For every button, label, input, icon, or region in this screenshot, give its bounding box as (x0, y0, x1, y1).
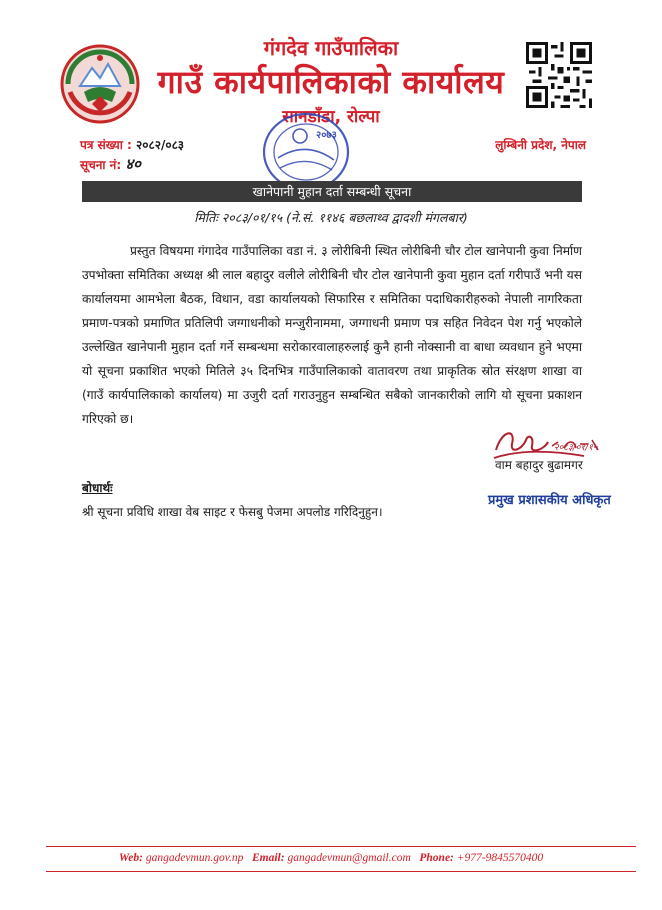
suchana-number-row (80, 155, 184, 175)
patra-sankhya-value: २०८२/०८३ (135, 138, 185, 152)
signer-title: प्रमुख प्रशासकीय अधिकृत (488, 493, 611, 508)
cc-label: बोधार्थः (82, 481, 113, 495)
qr-code-icon (526, 42, 592, 108)
footer-contact (0, 852, 662, 864)
office-name: गाउँ कार्यपालिकाको कार्यालय (157, 63, 505, 101)
reference-block (80, 136, 184, 175)
signature-date: २०८३/०१/१५ (554, 443, 598, 453)
cc-item: श्री सूचना प्रविधि शाखा वेब साइट र फेसबु पेजमा अपलोड गरिदिनुहुन। (82, 505, 383, 519)
footer-phone-label: Phone: (419, 852, 454, 864)
footer-email-label: Email: (251, 852, 285, 864)
stamp-year: २०७३ (316, 130, 337, 141)
signer-name: वाम बहादुर बुढामगर (495, 458, 583, 472)
notice-body: प्रस्तुत विषयमा गंगादेव गाउँपालिका वडा नं. ३ लोरीबिनी स्थित लोरीबिनी चौर टोल खानेपानी कुवा निर्माण उपभोक्ता समितिका अध्यक्ष श्री लाल बहादुर वलीले लोरीबिनी चौर टोल खानेपानी कुवा मुहान दर्ता गरीपाउँ भनी यस कार्यालयमा आमभेला बैठक, विधान, वडा कार्यालयको सिफारिस र समितिका पदाधिकारीहरुको नेपाली नागरिकता प्रमाण-पत्रको प्रमाणित प्रतिलिपी जग्गाधनीको मन्जुरीनाममा, जग्गाधनी प्रमाण पत्र सहित निवेदन पेश गर्नु भएकोले उल्लेखित खानेपानी मुहान दर्ता गर्ने सम्बन्धमा सरोकारवालाहरुलाई कुनै हानी नोक्सानी वा बाधा व्यवधान हुने भएमा यो सूचना प्रकाशित भएको मितिले ३५ दिनभित्र गाउँपालिकाको वातावरण तथा प्राकृतिक स्रोत संरक्षण शाखा वा (गाउँ कार्यपालिकाको कार्यालय) मा उजुरी दर्ता गराउनुहुन सम्बन्धित सबैको जानकारीको लागि यो सूचना प्रकाशन गरिएको छ। (82, 244, 582, 426)
date-line: मितिः २०८३/०१/१५ (ने.सं. ११४६ बछलाथ्व द्वादशी मंगलबार) (194, 210, 468, 225)
municipality-name: गंगदेव गाउँपालिका (263, 36, 399, 60)
footer-phone-value: +977-9845570400 (456, 852, 544, 864)
office-address: सानडाँडा, रोल्पा (282, 107, 380, 127)
subject-heading: खानेपानी मुहान दर्ता सम्बन्धी सूचना (82, 181, 582, 202)
suchana-number-value: ४० (125, 155, 141, 173)
footer-divider-bottom (46, 871, 636, 872)
province-label: लुम्बिनी प्रदेश, नेपाल (495, 138, 586, 152)
patra-sankhya-row (80, 136, 184, 155)
footer-email-value: gangadevmun@gmail.com (287, 852, 411, 864)
patra-sankhya-label: पत्र संख्या : (80, 138, 132, 152)
suchana-number-label: सूचना नं: (80, 158, 122, 172)
footer-divider-top (46, 846, 636, 847)
footer-web-label: Web: (118, 852, 143, 864)
footer-web-value: gangadevmun.gov.np (145, 852, 244, 864)
